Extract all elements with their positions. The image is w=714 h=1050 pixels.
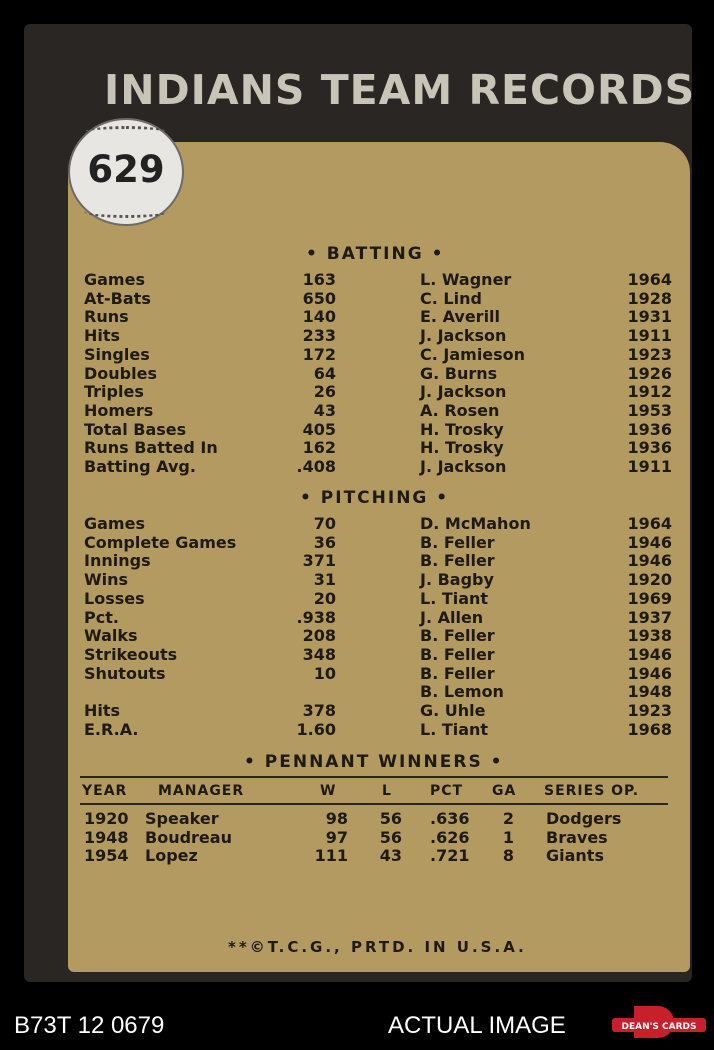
record-holder: J. Bagby [420, 570, 494, 590]
record-value: 43 [313, 400, 336, 420]
record-value: 31 [313, 570, 336, 590]
record-value: .408 [296, 457, 336, 476]
record-holder: J. Allen [420, 607, 484, 627]
record-holder: G. Burns [420, 363, 498, 383]
record-value: 233 [302, 326, 336, 346]
record-category: Pct. [84, 607, 119, 627]
record-category: Complete Games [84, 532, 237, 552]
record-category: Losses [84, 588, 145, 608]
pennant-manager: Speaker [145, 809, 219, 828]
pennant-pct: .721 [430, 846, 470, 865]
record-year: 1948 [627, 682, 672, 702]
record-holder: B. Feller [420, 626, 495, 646]
caption-id: B73T 12 0679 [14, 1012, 165, 1039]
pennant-wins: 111 [314, 846, 348, 865]
record-category: Walks [84, 626, 138, 646]
record-holder: H. Trosky [420, 419, 504, 439]
pennant-pct: .626 [430, 827, 470, 847]
record-year: 1923 [627, 344, 672, 364]
pennant-ga: 8 [502, 846, 514, 865]
card-title: INDIANS TEAM RECORDS [104, 66, 696, 114]
record-value: 140 [302, 307, 336, 327]
pennant-wins: 98 [325, 809, 348, 828]
record-holder: J. Jackson [420, 326, 507, 346]
record-value: 64 [313, 363, 336, 383]
record-year: 1946 [627, 644, 672, 664]
record-holder: J. Jackson [420, 382, 507, 402]
record-year: 1937 [627, 607, 672, 627]
record-value: 378 [302, 701, 336, 720]
record-value: 70 [313, 514, 336, 533]
pennant-pct: .636 [430, 809, 470, 828]
record-category: Runs Batted In [84, 438, 218, 458]
pennant-losses: 56 [379, 809, 402, 828]
record-year: 1926 [627, 363, 672, 383]
baseball-stitch-icon [84, 126, 168, 139]
record-category: Batting Avg. [84, 457, 196, 476]
record-category: Wins [84, 570, 129, 590]
card-number-badge [68, 118, 184, 226]
pennant-ga: 1 [502, 827, 514, 847]
pennant-ga: 2 [502, 809, 514, 828]
card-number: 629 [87, 148, 165, 191]
record-value: 405 [302, 419, 336, 439]
record-value: 172 [302, 344, 336, 364]
record-year: 1946 [627, 663, 672, 683]
col-series: SERIES OP. [544, 783, 640, 799]
record-holder: G. Uhle [420, 701, 486, 720]
record-holder: D. McMahon [420, 514, 531, 533]
record-category: Games [84, 270, 145, 289]
record-value: 650 [302, 288, 336, 308]
pennant-manager: Lopez [145, 846, 198, 865]
record-value: 10 [313, 663, 336, 683]
record-value: 163 [302, 270, 336, 289]
record-category: Runs [84, 307, 129, 327]
record-year: 1920 [627, 570, 672, 590]
record-holder: B. Feller [420, 532, 495, 552]
record-year: 1912 [627, 382, 672, 402]
pennant-series: Dodgers [546, 809, 622, 828]
record-year: 1923 [627, 701, 672, 720]
pennant-year: 1948 [84, 827, 129, 847]
record-holder: J. Jackson [420, 457, 507, 476]
record-year: 1928 [627, 288, 672, 308]
pennant-year: 1920 [84, 809, 129, 828]
record-category: Games [84, 514, 145, 533]
record-value: 1.60 [296, 719, 336, 739]
record-value: .938 [296, 607, 336, 627]
record-category: Homers [84, 400, 154, 420]
record-holder: B. Feller [420, 551, 495, 571]
record-year: 1946 [627, 532, 672, 552]
record-category: Doubles [84, 363, 157, 383]
pennant-losses: 43 [379, 846, 402, 865]
record-category: Singles [84, 344, 150, 364]
record-value: 208 [302, 626, 336, 646]
pennant-manager: Boudreau [145, 827, 232, 847]
divider [80, 803, 668, 805]
pennant-losses: 56 [379, 827, 402, 847]
col-year: YEAR [82, 783, 128, 799]
record-holder: L. Tiant [420, 719, 489, 739]
record-holder: L. Wagner [420, 270, 512, 289]
col-w: W [320, 783, 337, 799]
record-year: 1964 [627, 514, 672, 533]
logo-text: DEAN'S CARDS [621, 1022, 697, 1032]
record-year: 1911 [627, 326, 672, 346]
record-value: 26 [313, 382, 336, 402]
record-category: Strikeouts [84, 644, 178, 664]
record-category: Innings [84, 551, 151, 571]
record-year: 1968 [627, 719, 672, 739]
col-l: L [382, 783, 392, 799]
pennant-wins: 97 [325, 827, 348, 847]
record-holder: H. Trosky [420, 438, 504, 458]
col-manager: MANAGER [158, 783, 245, 799]
col-pct: PCT [430, 783, 464, 799]
pennant-series: Braves [546, 827, 608, 847]
record-year: 1936 [627, 438, 672, 458]
record-value: 20 [313, 588, 336, 608]
record-year: 1953 [627, 400, 672, 420]
col-ga: GA [492, 783, 517, 799]
record-holder: L. Tiant [420, 588, 489, 608]
record-year: 1931 [627, 307, 672, 327]
deans-cards-logo-icon [612, 1004, 706, 1044]
record-holder: B. Lemon [420, 682, 504, 702]
record-category: At-Bats [84, 288, 151, 308]
pennant-year: 1954 [84, 846, 129, 865]
record-category: Shutouts [84, 663, 166, 683]
divider [80, 776, 668, 778]
record-category: Hits [84, 326, 121, 346]
record-value: 162 [302, 438, 336, 458]
record-category: Total Bases [84, 419, 187, 439]
record-year: 1936 [627, 419, 672, 439]
record-year: 1969 [627, 588, 672, 608]
pitching-header: • PITCHING • [300, 488, 450, 508]
pennant-series: Giants [546, 846, 604, 865]
record-holder: A. Rosen [420, 400, 500, 420]
record-year: 1938 [627, 626, 672, 646]
pennant-header: • PENNANT WINNERS • [244, 752, 504, 772]
record-holder: B. Feller [420, 644, 495, 664]
record-value: 348 [302, 644, 336, 664]
record-holder: C. Jamieson [420, 344, 526, 364]
record-category: Triples [84, 382, 144, 402]
record-holder: E. Averill [420, 307, 501, 327]
record-value: 371 [302, 551, 336, 571]
baseball-stitch-icon [84, 205, 168, 218]
record-year: 1964 [627, 270, 672, 289]
record-value: 36 [313, 532, 336, 552]
record-category: Hits [84, 701, 121, 720]
copyright-line: **©T.C.G., PRTD. IN U.S.A. [228, 938, 527, 956]
record-category: E.R.A. [84, 719, 139, 739]
caption-actual-image: ACTUAL IMAGE [388, 1012, 566, 1039]
batting-header: • BATTING • [306, 244, 445, 264]
record-holder: B. Feller [420, 663, 495, 683]
record-holder: C. Lind [420, 288, 482, 308]
record-year: 1946 [627, 551, 672, 571]
record-year: 1911 [627, 457, 672, 476]
